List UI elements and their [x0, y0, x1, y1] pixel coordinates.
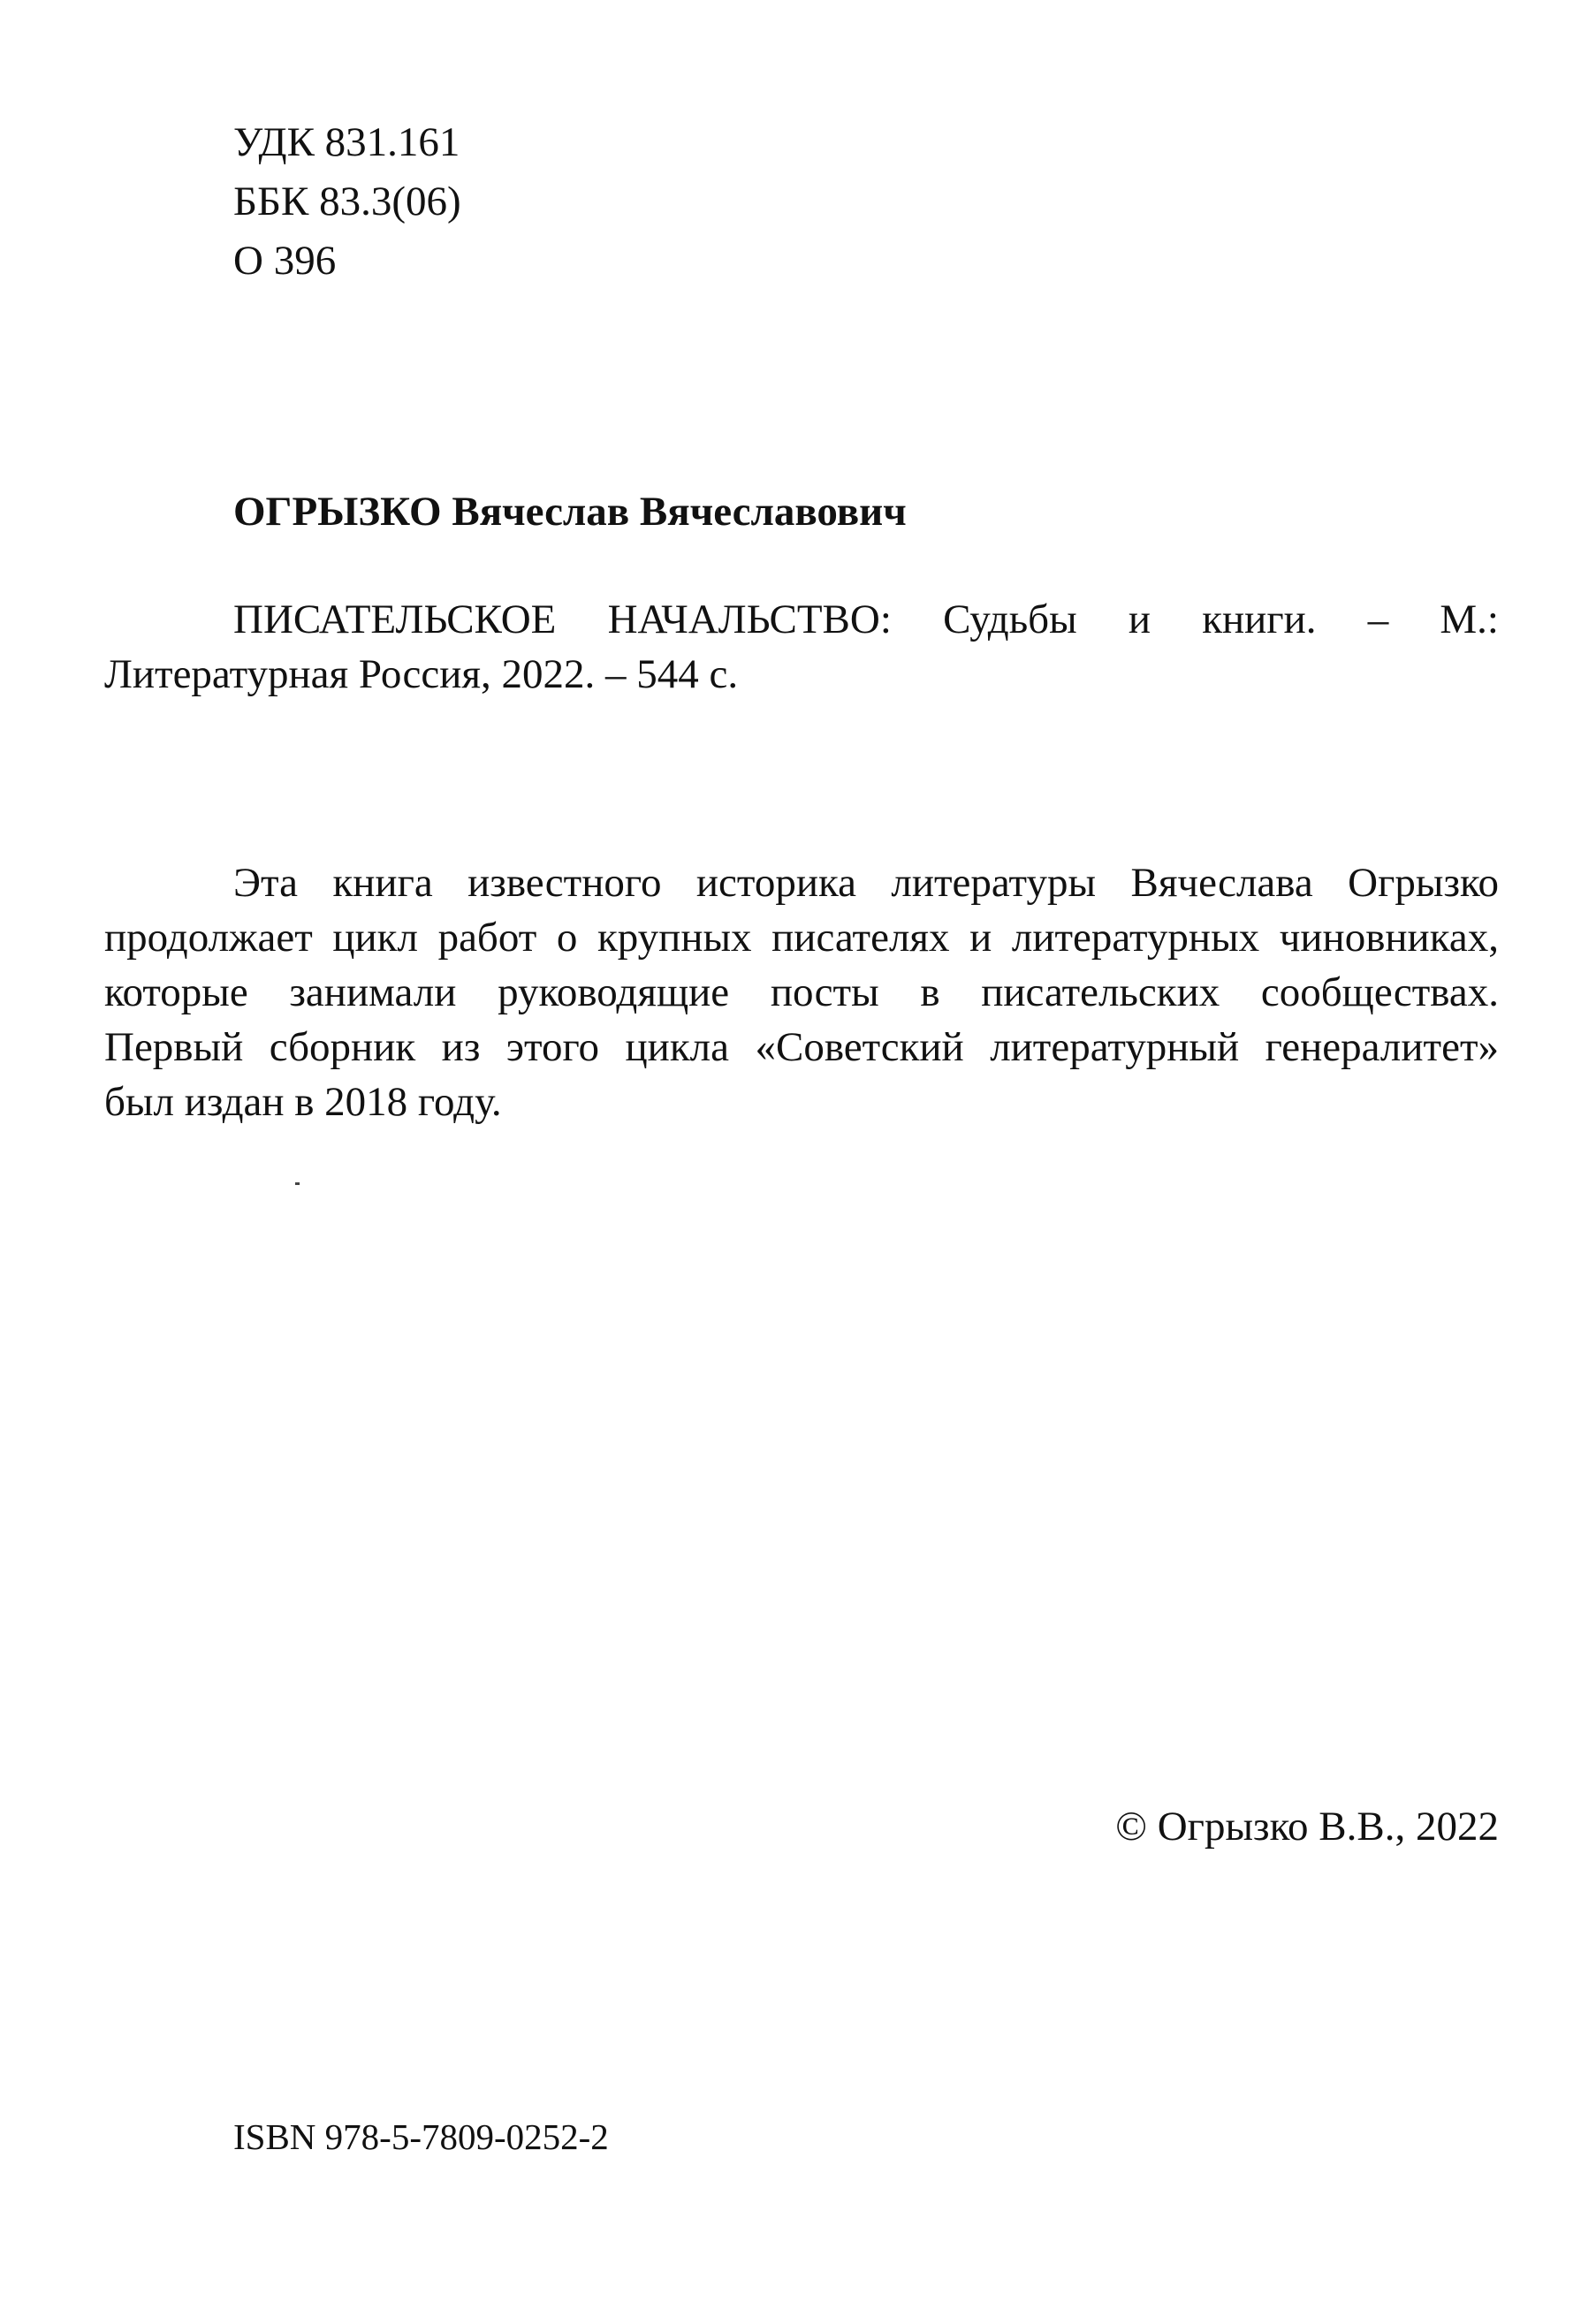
annotation-word: о — [556, 915, 578, 961]
annotation-word: из — [441, 1024, 481, 1070]
annotation-word: известного — [467, 860, 662, 906]
author-mark: О 396 — [233, 238, 337, 284]
annotation-word: руководящие — [498, 969, 730, 1015]
biblio-word: и — [1128, 596, 1151, 642]
annotation-word: Эта — [233, 860, 299, 906]
bibliographic-line-1 — [104, 592, 1499, 647]
annotation-word: чиновниках, — [1279, 915, 1499, 961]
annotation-word: продолжает — [104, 915, 313, 961]
annotation-word: писательских — [981, 969, 1220, 1015]
annotation-word: посты — [770, 969, 879, 1015]
biblio-word: Судьбы — [943, 596, 1077, 642]
bibliographic-description — [104, 592, 1499, 702]
biblio-word: М.: — [1440, 596, 1499, 642]
udk-code: УДК 831.161 — [233, 119, 460, 165]
annotation-word: историка — [695, 860, 856, 906]
annotation-word: занимали — [289, 969, 457, 1015]
annotation-line-4 — [104, 1020, 1499, 1075]
annotation-word: которые — [104, 969, 248, 1015]
annotation-word: в — [920, 969, 940, 1015]
bbk-code: ББК 83.3(06) — [233, 179, 461, 224]
annotation-word: писателях — [771, 915, 950, 961]
annotation-paragraph — [104, 855, 1499, 1129]
annotation-word: книга — [332, 860, 433, 906]
annotation-word: сообществах. — [1260, 969, 1499, 1015]
annotation-word: работ — [437, 915, 537, 961]
isbn-number: ISBN 978-5-7809-0252-2 — [233, 2116, 609, 2157]
annotation-word: Первый — [104, 1024, 244, 1070]
classification-block — [233, 113, 461, 291]
annotation-word: цикл — [332, 915, 418, 961]
copyright-notice: © Огрызко В.В., 2022 — [1115, 1804, 1499, 1850]
annotation-line-1 — [104, 855, 1499, 910]
annotation-word: Вячеслава — [1130, 860, 1313, 906]
annotation-word: крупных — [597, 915, 752, 961]
annotation-word: генералитет» — [1265, 1024, 1499, 1070]
annotation-word: «Советский — [755, 1024, 964, 1070]
annotation-word: литературы — [891, 860, 1097, 906]
annotation-line-3 — [104, 965, 1499, 1020]
biblio-word: книги. — [1202, 596, 1317, 642]
annotation-word: Огрызко — [1348, 860, 1499, 906]
annotation-word: литературный — [990, 1024, 1240, 1070]
biblio-word: – — [1367, 596, 1389, 642]
annotation-word: этого — [505, 1024, 600, 1070]
biblio-word: ПИСАТЕЛЬСКОЕ — [233, 596, 557, 642]
annotation-word: литературных — [1011, 915, 1260, 961]
author-name: ОГРЫЗКО Вячеслав Вячеславович — [233, 489, 907, 535]
annotation-word: сборник — [269, 1024, 416, 1070]
bibliographic-line-2: Литературная Россия, 2022. – 544 с. — [104, 651, 739, 697]
annotation-word: цикла — [625, 1024, 729, 1070]
biblio-word: НАЧАЛЬСТВО: — [607, 596, 892, 642]
annotation-line-5: был издан в 2018 году. — [104, 1079, 502, 1125]
annotation-word: и — [969, 915, 992, 961]
stray-mark — [295, 1182, 300, 1185]
annotation-line-2 — [104, 910, 1499, 965]
